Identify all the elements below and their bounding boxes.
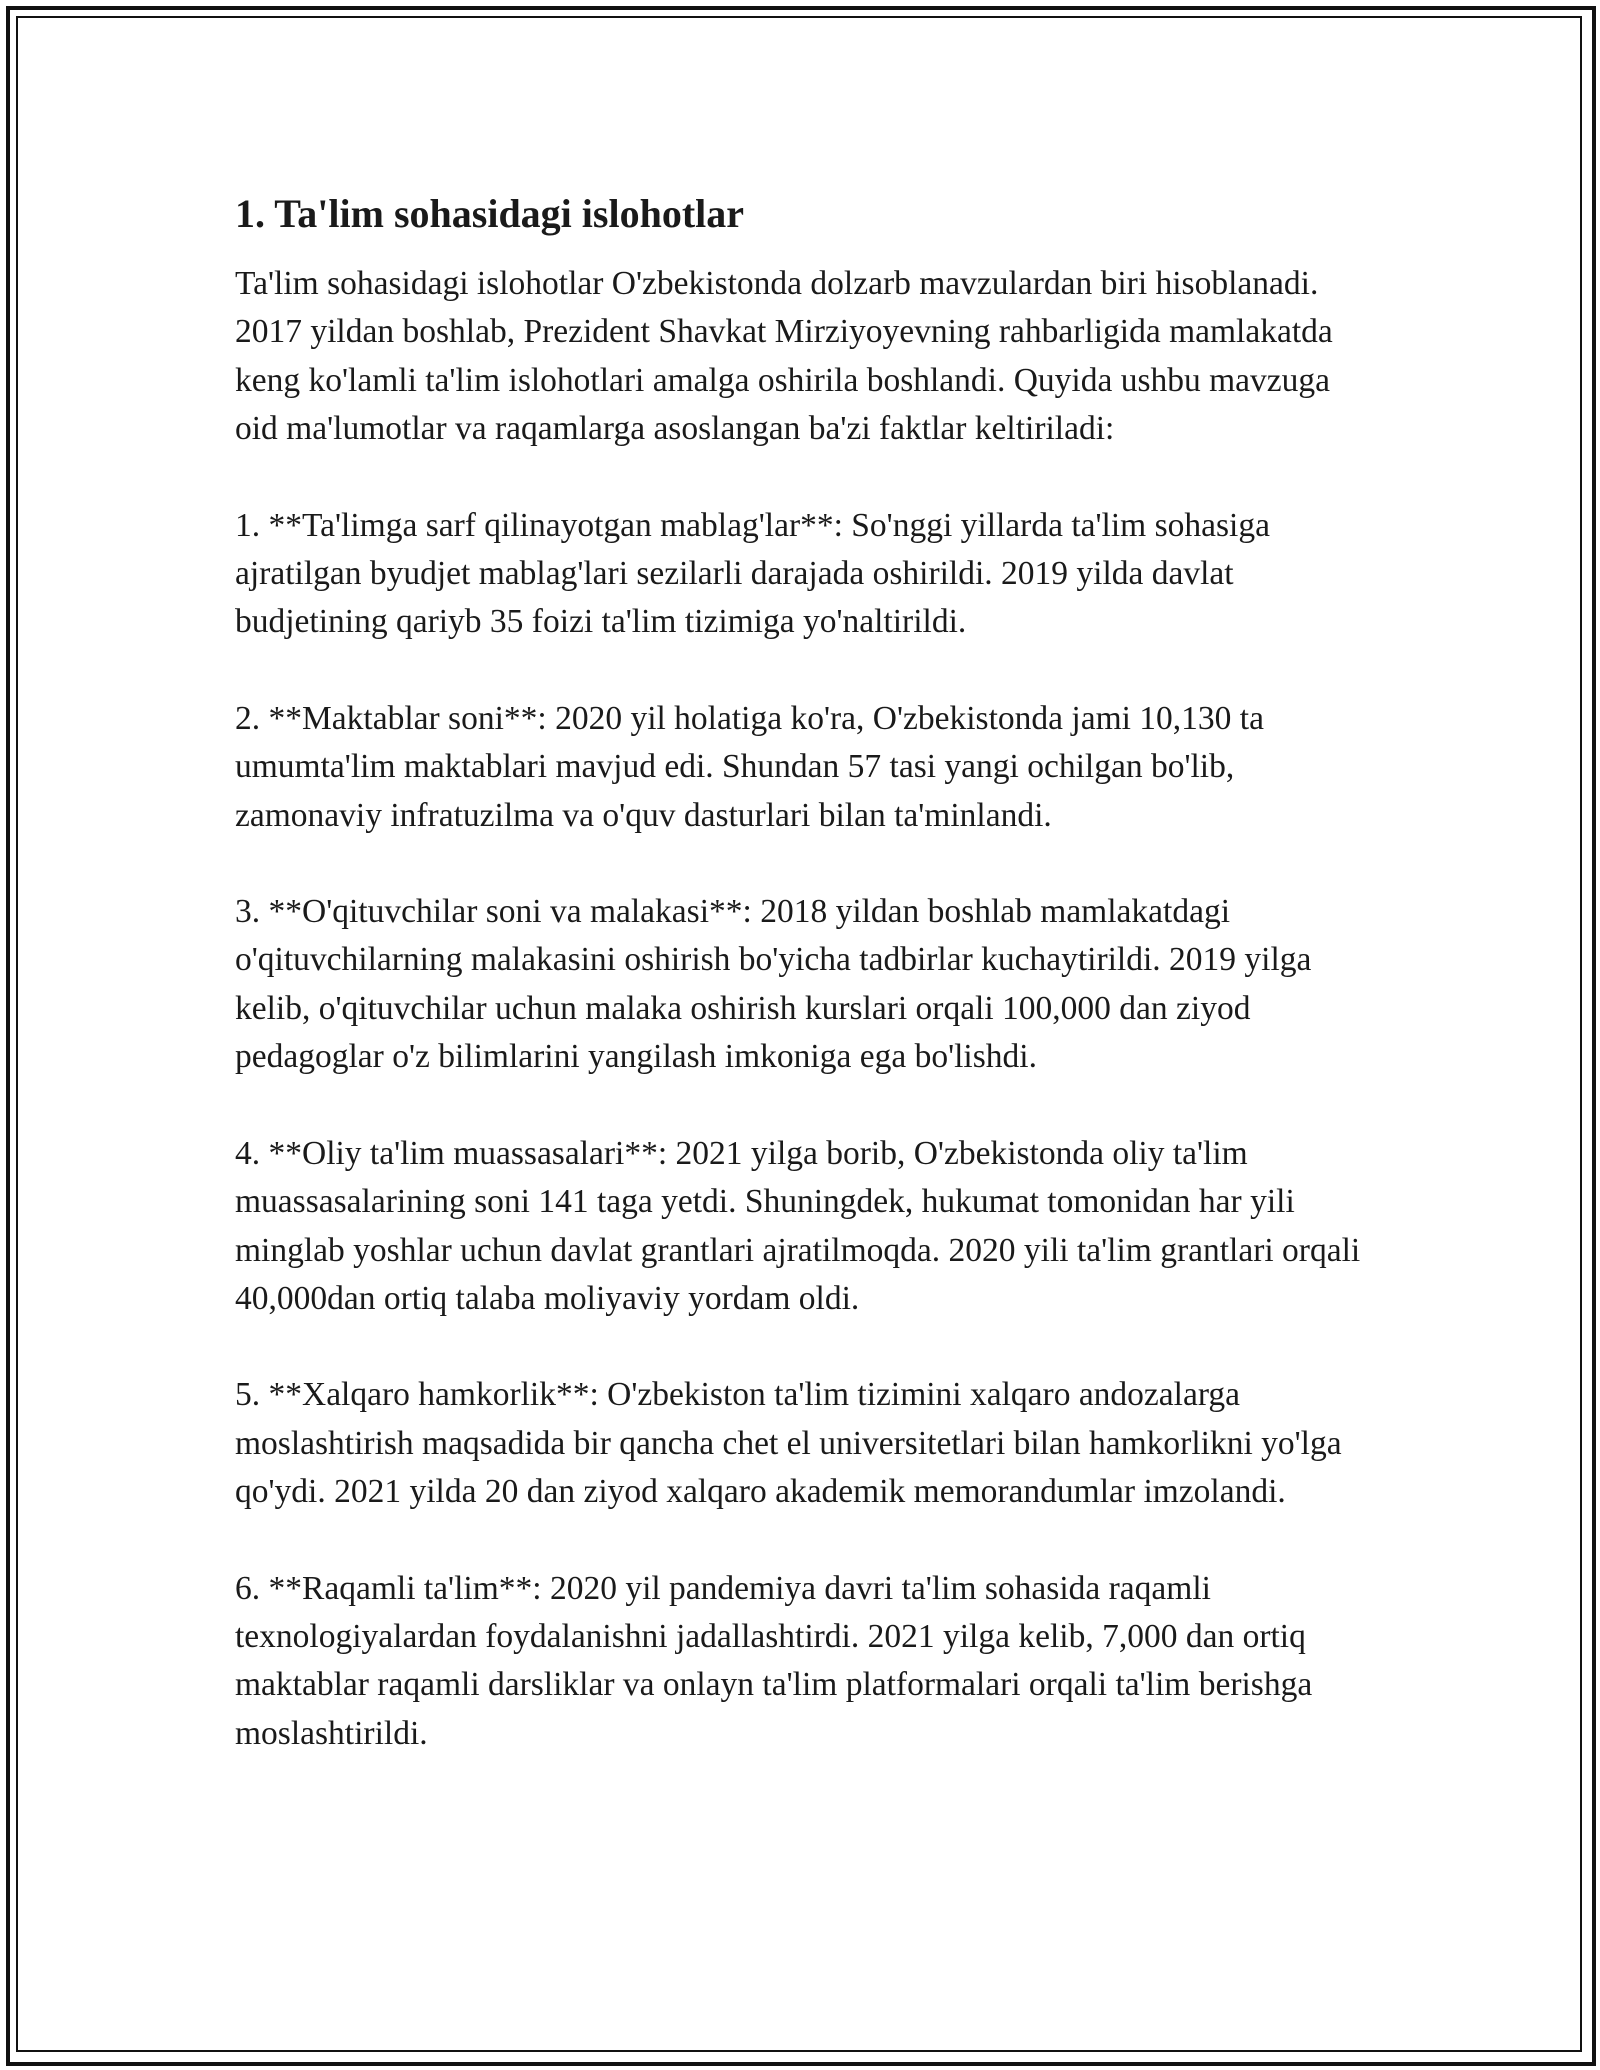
list-item-teachers: 3. **O'qituvchilar soni va malakasi**: 2018 yildan boshlab mamlakatdagi o'qituvchilarning malakasini oshirish bo'yicha tadbirlar kuchaytirildi. 2019 yilga kelib, o'qituvchilar uchun malaka oshirish kurslari orqali 100,000 dan ziyod pedagoglar o'z bilimlarini yangilash imkoniga ega bo'lishdi. (235, 893, 1312, 1076)
document-body (235, 186, 1375, 1806)
list-item-schools: 2. **Maktablar soni**: 2020 yil holatiga ko'ra, O'zbekistonda jami 10,130 ta umumta'lim maktablari mavjud edi. Shundan 57 tasi yangi ochilgan bo'lib, zamonaviy infratuzilma va o'quv dasturlari bilan ta'minlandi. (235, 699, 1264, 834)
list-item-higher-education: 4. **Oliy ta'lim muassasalari**: 2021 yilga borib, O'zbekistonda oliy ta'lim muassasalarining soni 141 taga yetdi. Shuningdek, hukumat tomonidan har yili minglab yoshlar uchun davlat grantlari ajratilmoqda. 2020 yili ta'lim grantlari orqali 40,000dan ortiq talaba moliyaviy yordam oldi. (235, 1134, 1361, 1317)
list-item-budget: 1. **Ta'limga sarf qilinayotgan mablag'lar**: So'nggi yillarda ta'lim sohasiga ajratilgan byudjet mablag'lari sezilarli darajada oshirildi. 2019 yilda davlat budjetining qariyb 35 foizi ta'lim tizimiga yo'naltirildi. (235, 506, 1270, 641)
list-item-digital-education: 6. **Raqamli ta'lim**: 2020 yil pandemiya davri ta'lim sohasida raqamli texnologiyalardan foydalanishni jadallashtirdi. 2021 yilga kelib, 7,000 dan ortiq maktablar raqamli darsliklar va onlayn ta'lim platformalari orqali ta'lim berishga moslashtirildi. (235, 1569, 1313, 1752)
section-heading: 1. Ta'lim sohasidagi islohotlar (235, 191, 745, 236)
list-item-international-cooperation: 5. **Xalqaro hamkorlik**: O'zbekiston ta'lim tizimini xalqaro andozalarga moslashtirish maqsadida bir qancha chet el universitetlari bilan hamkorlikni yo'lga qo'ydi. 2021 yilda 20 dan ziyod xalqaro akademik memorandumlar imzolandi. (235, 1376, 1342, 1511)
intro-paragraph: Ta'lim sohasidagi islohotlar O'zbekistonda dolzarb mavzulardan biri hisoblanadi. 2017 yildan boshlab, Prezident Shavkat Mirziyoyevning rahbarligida mamlakatda keng ko'lamli ta'lim islohotlari amalga oshirila boshlandi. Quyida ushbu mavzuga oid ma'lumotlar va raqamlarga asoslangan ba'zi faktlar keltiriladi: (235, 265, 1333, 448)
